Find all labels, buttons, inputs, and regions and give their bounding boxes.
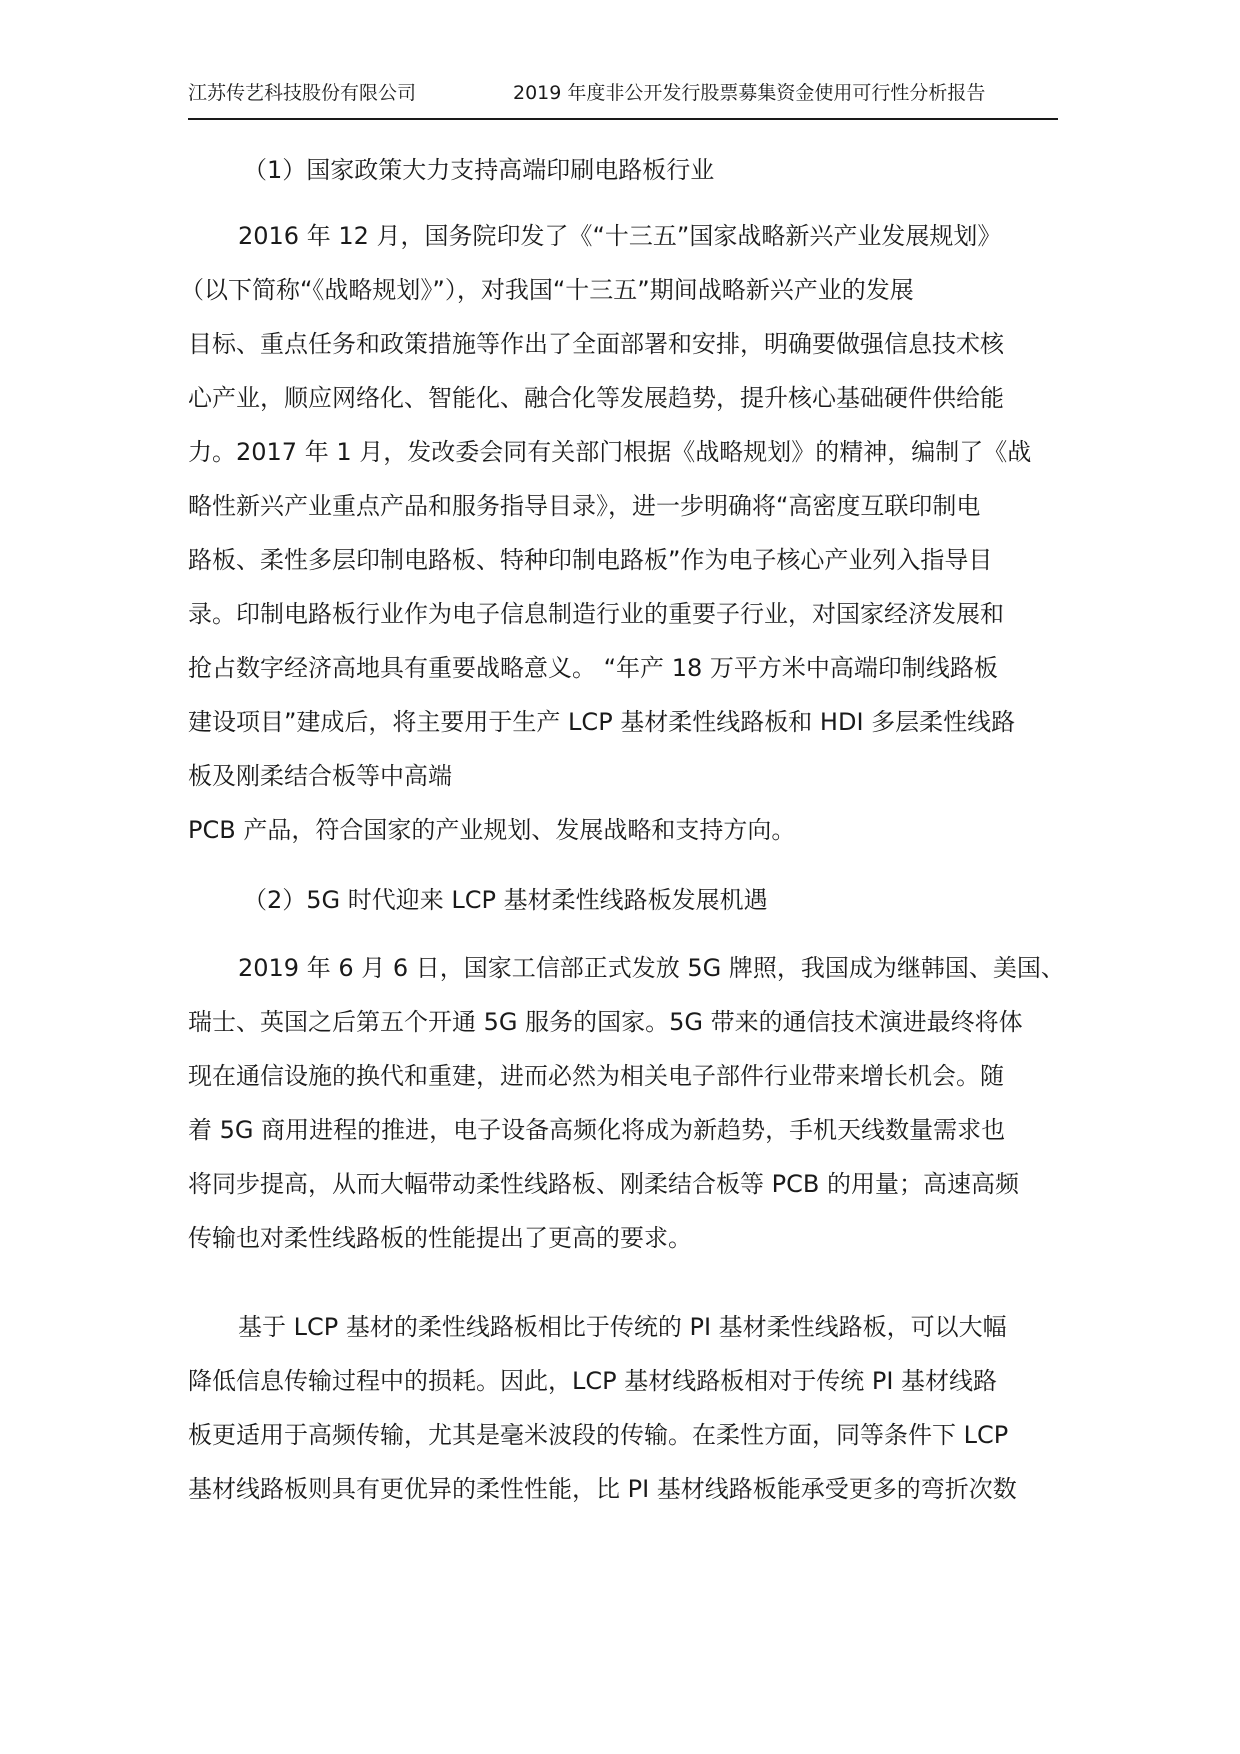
paragraph-line: 将同步提高，从而大幅带动柔性线路板、刚柔结合板等 PCB 的用量；高速高频	[188, 1170, 1019, 1198]
paragraph-line: 2016 年 12 月，国务院印发了《“十三五”国家战略新兴产业发展规划》	[238, 222, 1002, 250]
section-2-heading	[243, 873, 768, 927]
section-1-paragraph	[180, 209, 1032, 857]
paragraph-line: 略性新兴产业重点产品和服务指导目录》，进一步明确将“高密度互联印制电	[188, 492, 981, 520]
paragraph-line: 板更适用于高频传输，尤其是毫米波段的传输。在柔性方面，同等条件下 LCP	[188, 1421, 1009, 1449]
header-report-title: 2019 年度非公开发行股票募集资金使用可行性分析报告	[513, 82, 986, 104]
paragraph-line: 目标、重点任务和政策措施等作出了全面部署和安排，明确要做强信息技术核	[188, 330, 1004, 358]
paragraph-line: 降低信息传输过程中的损耗。因此，LCP 基材线路板相对于传统 PI 基材线路	[188, 1367, 998, 1395]
paragraph-line: 建设项目”建成后，将主要用于生产 LCP 基材柔性线路板和 HDI 多层柔性线路	[188, 708, 1016, 736]
paragraph-line: 心产业，顺应网络化、智能化、融合化等发展趋势，提升核心基础硬件供给能	[188, 384, 1004, 412]
paragraph-line: 着 5G 商用进程的推进，电子设备高频化将成为新趋势，手机天线数量需求也	[188, 1116, 1006, 1144]
paragraph-line: 现在通信设施的换代和重建，进而必然为相关电子部件行业带来增长机会。随	[188, 1062, 1004, 1090]
header-company-name: 江苏传艺科技股份有限公司	[188, 82, 417, 104]
paragraph-line: 抢占数字经济高地具有重要战略意义。 “年产 18 万平方米中高端印制线路板	[188, 654, 998, 682]
paragraph-line: 录。印制电路板行业作为电子信息制造行业的重要子行业，对国家经济发展和	[188, 600, 1004, 628]
paragraph-line: PCB 产品，符合国家的产业规划、发展战略和支持方向。	[188, 816, 796, 844]
paragraph-line: 力。2017 年 1 月，发改委会同有关部门根据《战略规划》的精神，编制了《战	[188, 438, 1032, 466]
paragraph-line: 路板、柔性多层印制电路板、特种印制电路板”作为电子核心产业列入指导目	[188, 546, 993, 574]
section-2-paragraph-2	[188, 1300, 1017, 1516]
paragraph-line: 传输也对柔性线路板的性能提出了更高的要求。	[188, 1224, 692, 1252]
paragraph-line: 瑞士、英国之后第五个开通 5G 服务的国家。5G 带来的通信技术演进最终将体	[188, 1008, 1023, 1036]
section-2-paragraph-1	[188, 941, 1065, 1265]
heading-text: （1）国家政策大力支持高端印刷电路板行业	[243, 156, 715, 184]
section-1-heading	[243, 143, 714, 197]
paragraph-line: （以下简称“《战略规划》”），对我国“十三五”期间战略新兴产业的发展	[180, 276, 914, 304]
paragraph-line: 基于 LCP 基材的柔性线路板相比于传统的 PI 基材柔性线路板，可以大幅	[238, 1313, 1007, 1341]
paragraph-line: 2019 年 6 月 6 日，国家工信部正式发放 5G 牌照，我国成为继韩国、美国、	[238, 954, 1065, 982]
paragraph-line: 板及刚柔结合板等中高端	[188, 762, 452, 790]
page-header	[188, 74, 1058, 120]
heading-text: （2）5G 时代迎来 LCP 基材柔性线路板发展机遇	[243, 886, 768, 914]
paragraph-line: 基材线路板则具有更优异的柔性性能，比 PI 基材线路板能承受更多的弯折次数	[188, 1475, 1017, 1503]
